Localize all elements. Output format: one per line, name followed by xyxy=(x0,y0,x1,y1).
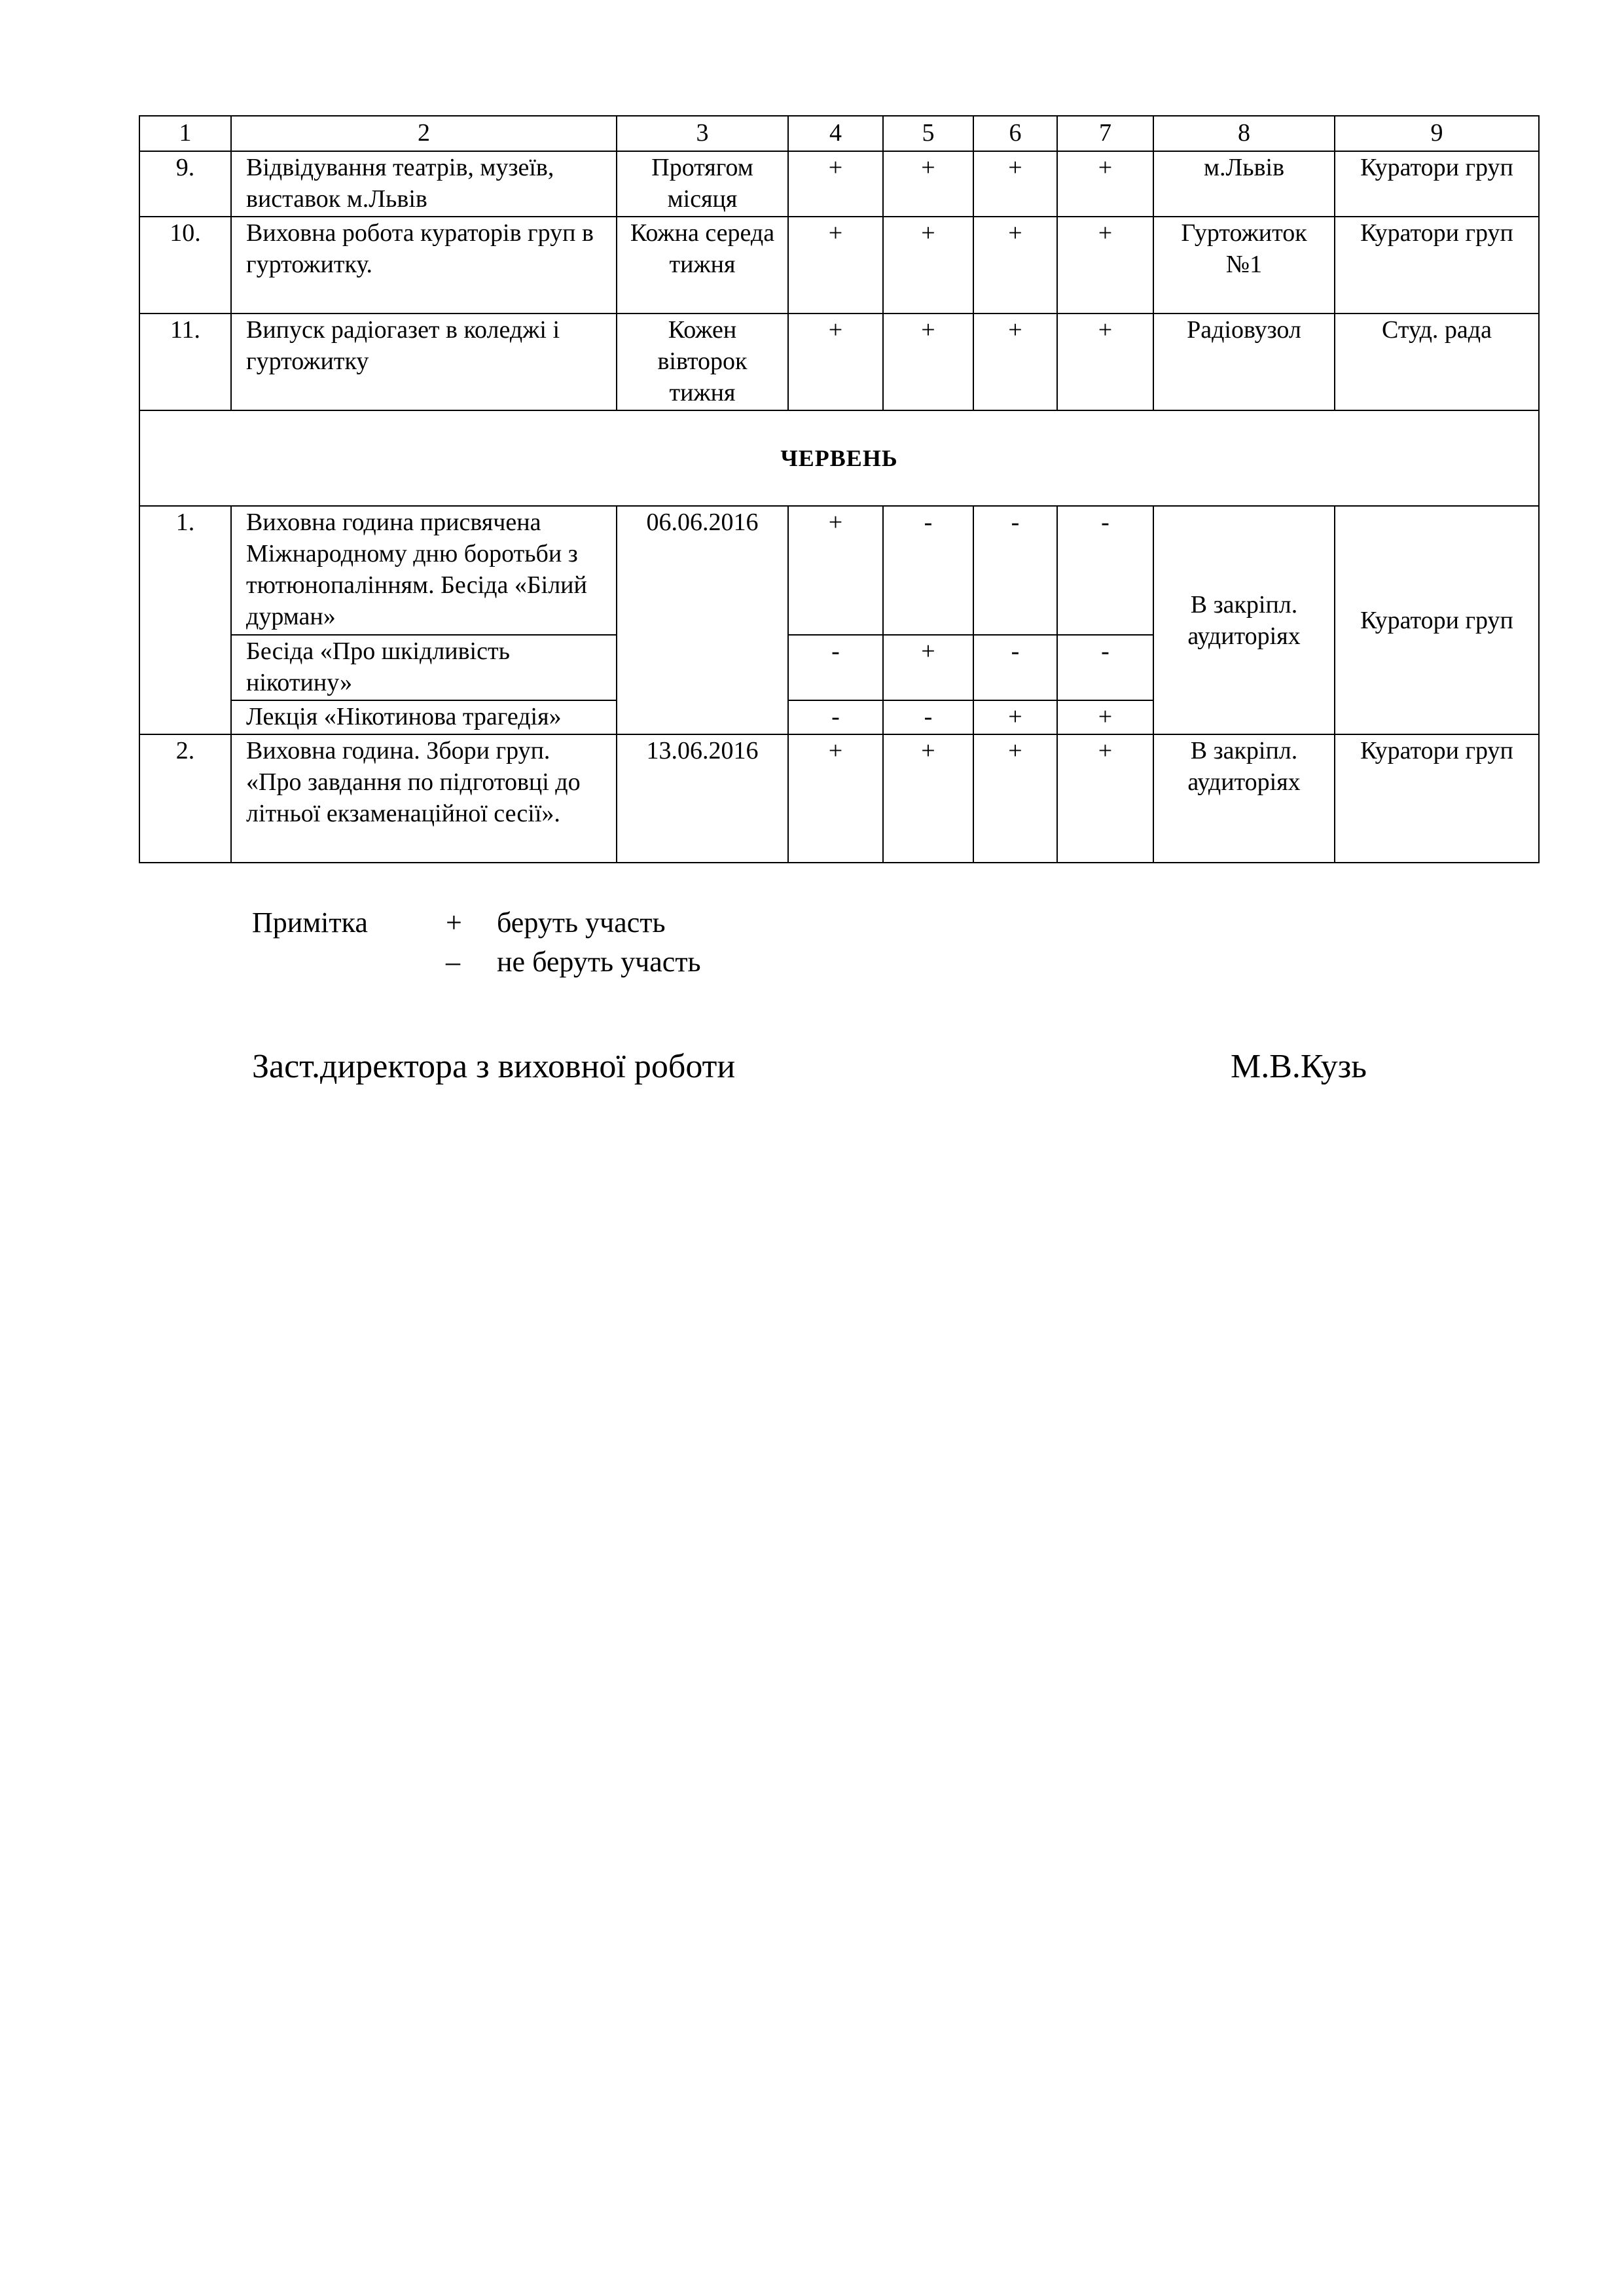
event-text: Виховна година. Збори груп. «Про завдання по підготовці до літньої екзаменаційної сесії». xyxy=(231,734,617,863)
event-text: Бесіда «Про шкідливість нікотину» xyxy=(231,635,617,700)
column-header: 5 xyxy=(883,116,973,151)
event-date: Кожен вівторок тижня xyxy=(617,314,788,410)
participation-mark: - xyxy=(883,506,973,635)
row-number: 2. xyxy=(139,734,231,863)
participation-mark: + xyxy=(973,314,1057,410)
event-date: 06.06.2016 xyxy=(617,506,788,734)
event-text: Виховна година присвячена Міжнародному дню боротьби з тютюнопалінням. Бесіда «Білий дурман» xyxy=(231,506,617,635)
participation-mark: + xyxy=(788,217,883,314)
participation-mark: + xyxy=(973,151,1057,217)
row-number: 11. xyxy=(139,314,231,410)
row-number: 10. xyxy=(139,217,231,314)
event-place: В закріпл. аудиторіях xyxy=(1153,506,1335,734)
participation-mark: + xyxy=(788,151,883,217)
participation-mark: + xyxy=(1057,217,1153,314)
event-place: В закріпл. аудиторіях xyxy=(1153,734,1335,863)
participation-mark: + xyxy=(973,217,1057,314)
month-heading: ЧЕРВЕНЬ xyxy=(139,410,1539,506)
participation-mark: + xyxy=(788,314,883,410)
event-text: Відвідування театрів, музеїв, виставок м.Львів xyxy=(231,151,617,217)
table-row xyxy=(139,506,1539,635)
participation-mark: + xyxy=(883,635,973,700)
column-header: 2 xyxy=(231,116,617,151)
event-place: м.Львів xyxy=(1153,151,1335,217)
note-label: Примітка xyxy=(252,906,368,939)
table-row xyxy=(139,734,1539,863)
events-table xyxy=(139,115,1540,863)
event-place: Радіовузол xyxy=(1153,314,1335,410)
month-row xyxy=(139,410,1539,506)
event-responsible: Куратори груп xyxy=(1335,734,1539,863)
participation-mark: + xyxy=(973,700,1057,734)
participation-mark: + xyxy=(883,217,973,314)
participation-mark: - xyxy=(788,635,883,700)
column-numbers-row xyxy=(139,116,1539,151)
table-row xyxy=(139,314,1539,410)
participation-mark: + xyxy=(1057,700,1153,734)
column-header: 6 xyxy=(973,116,1057,151)
participation-mark: + xyxy=(883,151,973,217)
participation-mark: - xyxy=(883,700,973,734)
event-responsible: Куратори груп xyxy=(1335,217,1539,314)
column-header: 9 xyxy=(1335,116,1539,151)
event-date: Протягом місяця xyxy=(617,151,788,217)
event-text: Лекція «Нікотинова трагедія» xyxy=(231,700,617,734)
column-header: 7 xyxy=(1057,116,1153,151)
participation-mark: - xyxy=(973,506,1057,635)
participation-mark: - xyxy=(1057,506,1153,635)
participation-mark: + xyxy=(883,314,973,410)
row-number: 9. xyxy=(139,151,231,217)
minus-meaning: не беруть участь xyxy=(497,946,701,978)
participation-mark: + xyxy=(788,734,883,863)
minus-symbol: – xyxy=(446,946,460,978)
participation-mark: + xyxy=(1057,734,1153,863)
plus-meaning: беруть участь xyxy=(497,906,666,939)
plus-symbol: + xyxy=(446,906,462,939)
participation-mark: - xyxy=(788,700,883,734)
event-responsible: Куратори груп xyxy=(1335,506,1539,734)
participation-mark: + xyxy=(973,734,1057,863)
table-row xyxy=(139,151,1539,217)
participation-mark: - xyxy=(973,635,1057,700)
row-number: 1. xyxy=(139,506,231,734)
participation-mark: + xyxy=(1057,314,1153,410)
event-responsible: Куратори груп xyxy=(1335,151,1539,217)
participation-mark: + xyxy=(1057,151,1153,217)
column-header: 8 xyxy=(1153,116,1335,151)
column-header: 4 xyxy=(788,116,883,151)
signature-name: М.В.Кузь xyxy=(1231,1048,1367,1085)
signature-position: Заст.директора з виховної роботи xyxy=(252,1048,736,1085)
column-header: 1 xyxy=(139,116,231,151)
participation-mark: + xyxy=(788,506,883,635)
table-row xyxy=(139,217,1539,314)
event-responsible: Студ. рада xyxy=(1335,314,1539,410)
participation-mark: - xyxy=(1057,635,1153,700)
participation-mark: + xyxy=(883,734,973,863)
event-date: Кожна середа тижня xyxy=(617,217,788,314)
event-text: Випуск радіогазет в коледжі і гуртожитку xyxy=(231,314,617,410)
column-header: 3 xyxy=(617,116,788,151)
event-place: Гуртожиток №1 xyxy=(1153,217,1335,314)
event-text: Виховна робота кураторів груп в гуртожитку. xyxy=(231,217,617,314)
event-date: 13.06.2016 xyxy=(617,734,788,863)
